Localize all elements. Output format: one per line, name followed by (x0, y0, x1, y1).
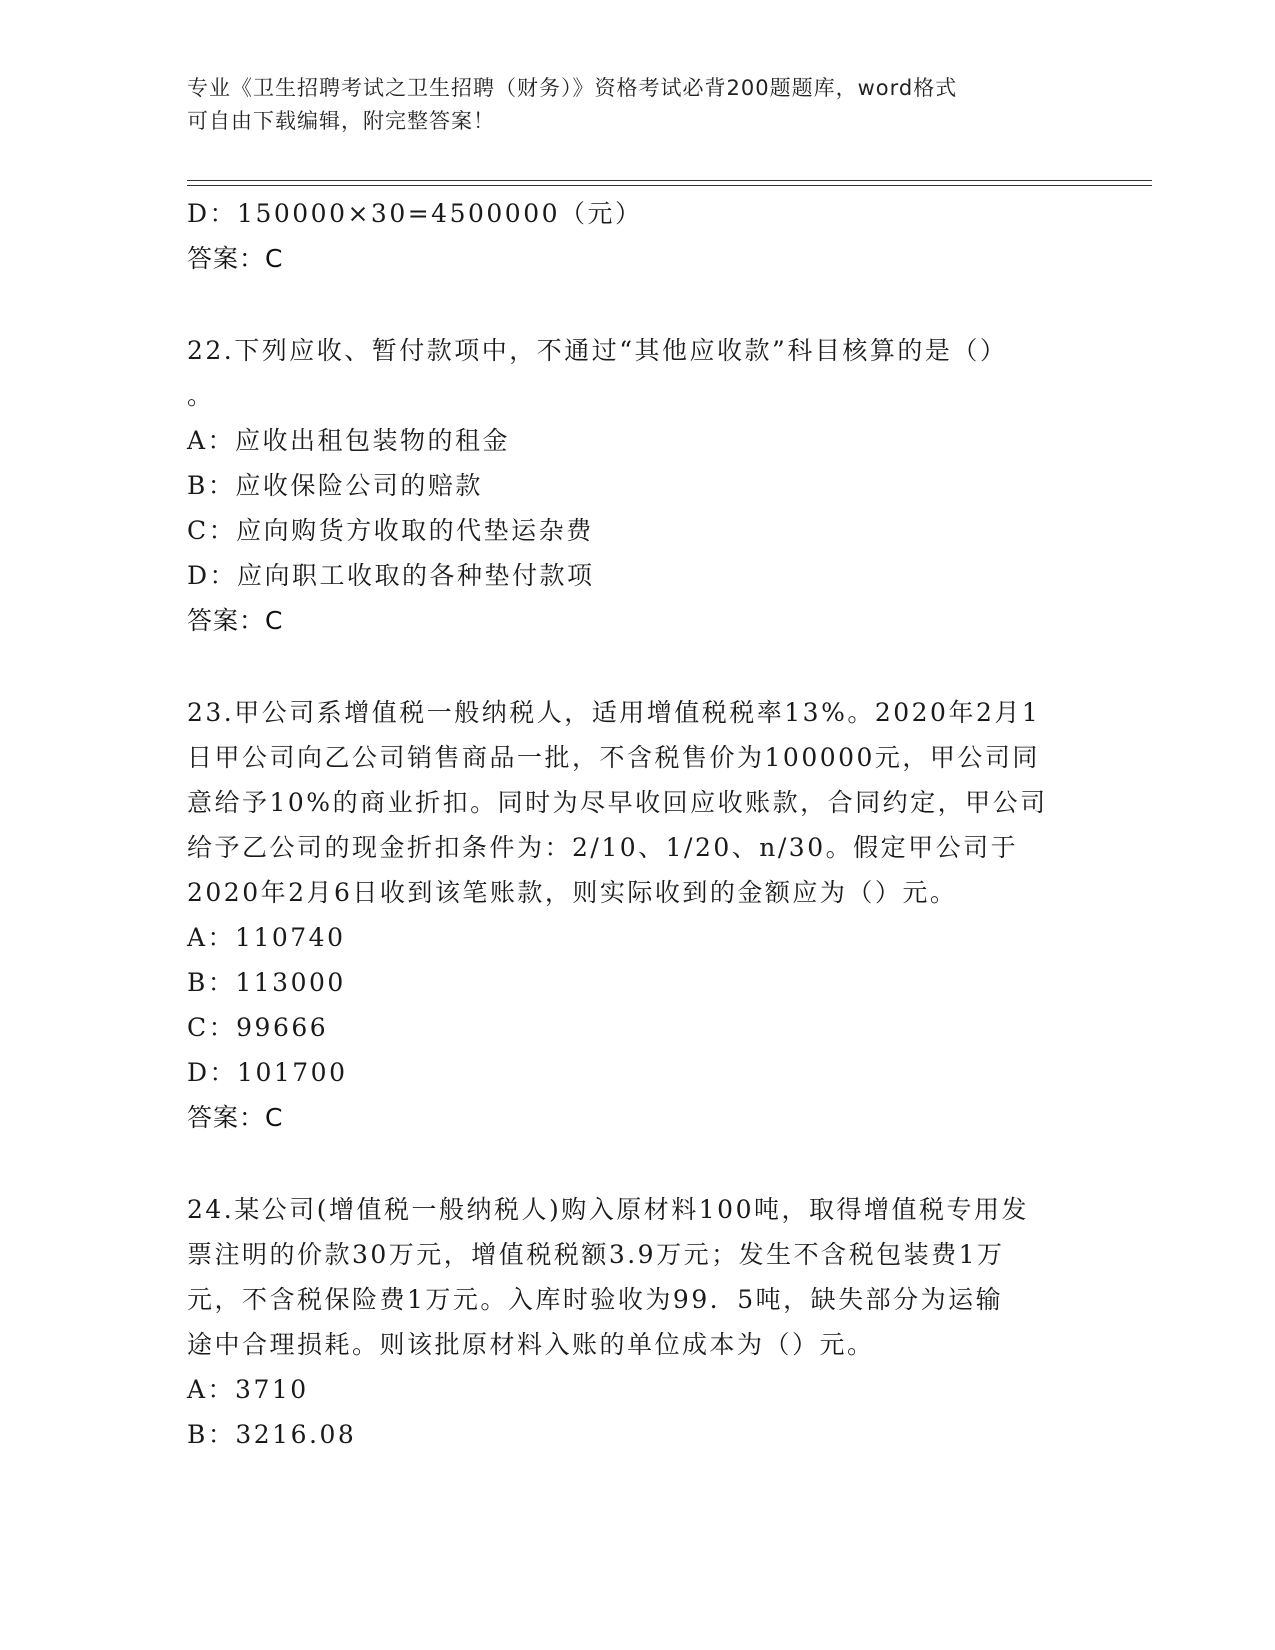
question-stem: 2020年2月6日收到该笔账款，则实际收到的金额应为（）元。 (187, 878, 958, 907)
answer-line: 答案：C (187, 244, 284, 273)
question-stem: 票注明的价款30万元，增值税税额3.9万元；发生不含税包装费1万 (187, 1240, 1005, 1269)
question-stem: 意给予10%的商业折扣。同时为尽早收回应收账款，合同约定，甲公司 (187, 788, 1048, 817)
question-block-21 (187, 191, 1087, 281)
option-d: D：150000×30=4500000（元） (187, 199, 643, 228)
header-divider-bottom (187, 185, 1152, 186)
question-stem: 给予乙公司的现金折扣条件为：2/10、1/20、n/30。假定甲公司于 (187, 833, 1019, 862)
question-stem: 22.下列应收、暂付款项中，不通过“其他应收款”科目核算的是（） (187, 336, 1008, 365)
document-header (187, 72, 1087, 138)
question-block-23 (187, 690, 1087, 1140)
option-a: A：应收出租包装物的租金 (187, 426, 511, 455)
question-stem: 途中合理损耗。则该批原材料入账的单位成本为（）元。 (187, 1330, 875, 1359)
block-spacer (187, 1140, 1087, 1187)
option-a: A：110740 (187, 923, 346, 952)
option-c: C：99666 (187, 1013, 329, 1042)
option-d: D：应向职工收取的各种垫付款项 (187, 561, 595, 590)
question-block-24 (187, 1187, 1087, 1457)
question-block-22 (187, 328, 1087, 643)
option-d: D：101700 (187, 1058, 348, 1087)
option-b: B：113000 (187, 968, 346, 997)
question-stem: 。 (187, 381, 215, 410)
option-b: B：3216.08 (187, 1420, 357, 1449)
option-c: C：应向购货方收取的代垫运杂费 (187, 516, 594, 545)
block-spacer (187, 281, 1087, 328)
header-line-2: 可自由下载编辑，附完整答案！ (187, 109, 495, 133)
answer-line: 答案：C (187, 1103, 284, 1132)
block-spacer (187, 643, 1087, 690)
option-a: A：3710 (187, 1375, 309, 1404)
answer-line: 答案：C (187, 606, 284, 635)
question-stem: 日甲公司向乙公司销售商品一批，不含税售价为100000元，甲公司同 (187, 743, 1040, 772)
question-stem: 23.甲公司系增值税一般纳税人，适用增值税税率13%。2020年2月1 (187, 698, 1041, 727)
header-line-1: 专业《卫生招聘考试之卫生招聘（财务）》资格考试必背200题题库，word格式 (187, 76, 958, 100)
header-divider-top (187, 180, 1152, 181)
option-b: B：应收保险公司的赔款 (187, 471, 483, 500)
question-stem: 元，不含税保险费1万元。入库时验收为99．5吨，缺失部分为运输 (187, 1285, 1004, 1314)
question-content (187, 191, 1087, 1457)
question-stem: 24.某公司(增值税一般纳税人)购入原材料100吨，取得增值税专用发 (187, 1195, 1029, 1224)
